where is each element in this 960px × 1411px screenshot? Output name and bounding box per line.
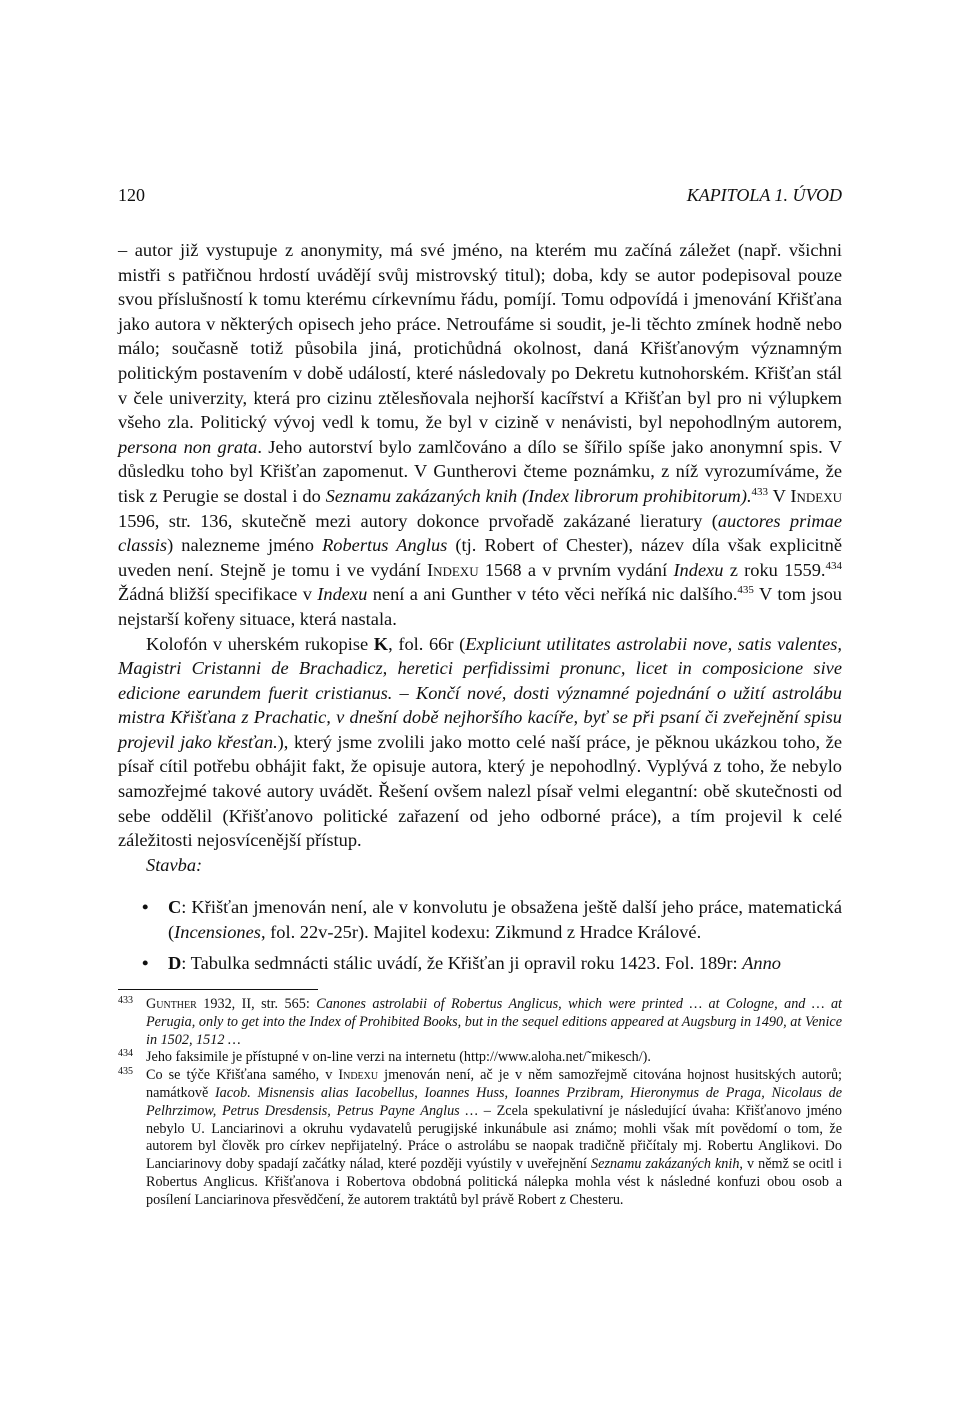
list-item [118, 951, 842, 976]
text-run: Robertus Anglus [322, 535, 448, 556]
text-run: auctores primae classis [118, 510, 842, 556]
text-run: Anno [742, 952, 782, 973]
text-run: V [768, 485, 791, 506]
footnote-mark: 435 [118, 1066, 133, 1078]
footnote-435 [118, 1067, 842, 1209]
text-run: Seznamu zakázaných knih [591, 1156, 740, 1173]
text-run: , fol. 66r ( [388, 633, 466, 654]
text-run: Canones astrolabii of Robertus Anglicus, which were printed … at Cologne, and … at Perugia, only to get into the Index of Prohibited Books, but in the sequel editions appeared at Augsburg in 1490, at Venice in 1502, 1512 … [146, 996, 842, 1048]
text-run: Žádná bližší specifikace v [118, 584, 318, 605]
footnote-ref-433[interactable]: 433 [751, 485, 769, 498]
text-run: : Křišťan jmenován není, ale v konvolutu je obsažena ještě další jeho práce, matematická ( [168, 897, 842, 943]
paragraph-1 [118, 238, 842, 632]
text-run: K [373, 633, 389, 654]
text-run: – autor již vystupuje z anonymity, má své jméno, na kterém mu začíná záležet (např. všichni mistři s patřičnou hrdostí uvádějí svůj mistrovský titul); doba, kdy se autor podepisoval pouze svou příslušností k tomu kterému církevnímu řádu, pomíjí. Tomu odpovídá i jmenování Křišťana jako autora v některých opisech jeho práce. Netroufáme si soudit, je-li těchto zmínek hodně nebo málo; současně totiž působila jiná, protichůdná okolnost, daná Křišťanovým významným politickým postavením v době událostí, které následovaly po Dekretu kutnohorském. Křišťan stál v čele univerzity, která pro cizinu ztělesňovala nejhorší kacířství a Křišťan byl pro ni výlupkem všeho zla. Politický vývoj vedl k tomu, že byl v cizině v nenávisti, byl nepohodlným autorem, [118, 240, 842, 433]
text-run: z roku 1559. [723, 559, 826, 580]
paragraph-2 [118, 632, 842, 853]
text-run: persona non grata [118, 436, 258, 457]
text-run: : Tabulka sedmnácti stálic uvádí, že Křišťan ji opravil roku 1423. Fol. 189r: [181, 952, 743, 973]
text-run: Indexu [673, 559, 724, 580]
manuscript-siglum: D [168, 952, 182, 973]
text-run: Jeho faksimile je přístupné v on-line verzi na internetu (http://www.aloha.net/˜mikesch/). [146, 1049, 651, 1066]
manuscript-siglum: C [168, 897, 182, 918]
text-run: , fol. 22v-25r). Majitel kodexu: Zikmund z Hradce Králové. [260, 922, 702, 943]
main-text [118, 238, 842, 981]
text-run: , v němž se ocitl i Robertus Anglicus. Křišťanova i Robertova obdobná politická nálepka mohla vést k následné konfuzi obou osob a posílení Lanciarinova přesvědčení, že autorem traktátů byl právě Robert z Chesteru. [146, 1156, 842, 1208]
text-run: Iacob. Misnensis alias Iacobellus, Ioannes Huss, Ioannes Przibram, Hieronymus de Praga, Nicolaus de Pelhrzimow, Petrus Dresdensis, Petrus Payne Anglus … [146, 1084, 842, 1119]
text-run: (tj. Robert of Chester), název díla však explicitně uveden není. Stejně je tomu i ve vydání [118, 535, 842, 580]
text-run: Indexu [426, 559, 479, 580]
text-run: V tom jsou nejstarší kořeny situace, která nastala. [118, 584, 842, 629]
text-run: jmenován není, ač je v něm samozřejmě citována hojnost husitských autorů; namátkově [146, 1067, 843, 1101]
footnotes [118, 996, 842, 1210]
text-run: Indexu [338, 1067, 379, 1084]
text-run: 1568 a v prvním vydání [478, 559, 674, 580]
footnote-mark: 433 [118, 995, 133, 1006]
text-run: 1932, II, str. 565: [196, 996, 317, 1012]
footnote-ref-434[interactable]: 434 [825, 559, 842, 572]
footnote-mark: 434 [118, 1048, 133, 1060]
text-run: . Jeho autorství bylo zamlčováno a dílo se šířilo spíše jako anonymní spis. V důsledku toho byl Křišťan zapomenut. V Guntherovi čteme poznámku, z níž vyrozumíváme, že tisk z Perugie se dostal i do [118, 436, 842, 506]
text-run: Seznamu zakázaných knih (Index librorum prohibitorum). [325, 485, 752, 506]
list-item [118, 895, 842, 944]
text-run: Expliciunt utilitates astrolabii nove, satis valentes, Magistri Cristanni de Brachadicz, heretici perfidissimi pronunc, licet in composicione sive edicione earundem fuerit cristianus. – Končí nové, dosti významné pojednání o užití astrolábu mistra Křišťana z Prachatic, v dnešní době nejhoršího kacíře, byť se při psaní či zveřejnění spisu projevil jako křesťan. [118, 633, 843, 752]
manuscript-list [118, 895, 842, 975]
text-run: ), který jsme zvolili jako motto celé naší práce, je pěknou ukázkou toho, že písař cítil potřebu obhájit fakt, že opisuje autora, který je nepohodlný. Vyplývá z toho, že nebylo samozřejmé takové autory uvádět. Řešení ovšem nalezl písař velmi elegantní: obě skutečnosti od sebe oddělil (Křišťanovo politické zařazení od jeho odborné práce), a tím projevil k celé záležitosti nejosvícenější přístup. [118, 731, 842, 851]
text-run: Indexu [317, 584, 368, 605]
text-run: Kolofón v uherském rukopise [146, 633, 374, 654]
running-title: KAPITOLA 1. ÚVOD [686, 185, 842, 205]
text-run: Co se týče Křišťana samého, v [146, 1067, 339, 1084]
page-number: 120 [118, 185, 145, 205]
text-run: ) nalezneme jméno [167, 535, 323, 556]
footnote-433 [118, 996, 842, 1049]
text-run: není a ani Gunther v této věci neříká nic dalšího. [367, 584, 738, 605]
text-run: – Zcela spekulativní je následující úvaha: Křišťanovo jméno nebylo U. Lanciarinovi a okruhu vydavatelů perugijské inkunábule asi známo; mohli však mít povědomí o tom, že autorem byl člověk pro církev nepřijatelný. Práce o astrolábu se naopak tradičně přičítaly mj. Robertu Anglikovi. Do Lanciarinovy doby spadají začátky nálad, které později vyústily v uveřejnění [146, 1102, 842, 1173]
footnote-434 [118, 1049, 842, 1067]
text-run: Indexu [790, 485, 842, 506]
bullet-icon: • [142, 952, 149, 973]
running-header [118, 185, 842, 213]
text-run: Incensiones [174, 922, 261, 943]
footnote-divider [118, 989, 318, 990]
section-label: Stavba: [146, 854, 203, 875]
footnote-ref-435[interactable]: 435 [737, 584, 754, 597]
text-run: 1596, str. 136, skutečně mezi autory dokonce prvořadě zakázané lieratury ( [118, 510, 718, 531]
text-run: Gunther [146, 996, 197, 1012]
bullet-icon: • [142, 897, 149, 918]
